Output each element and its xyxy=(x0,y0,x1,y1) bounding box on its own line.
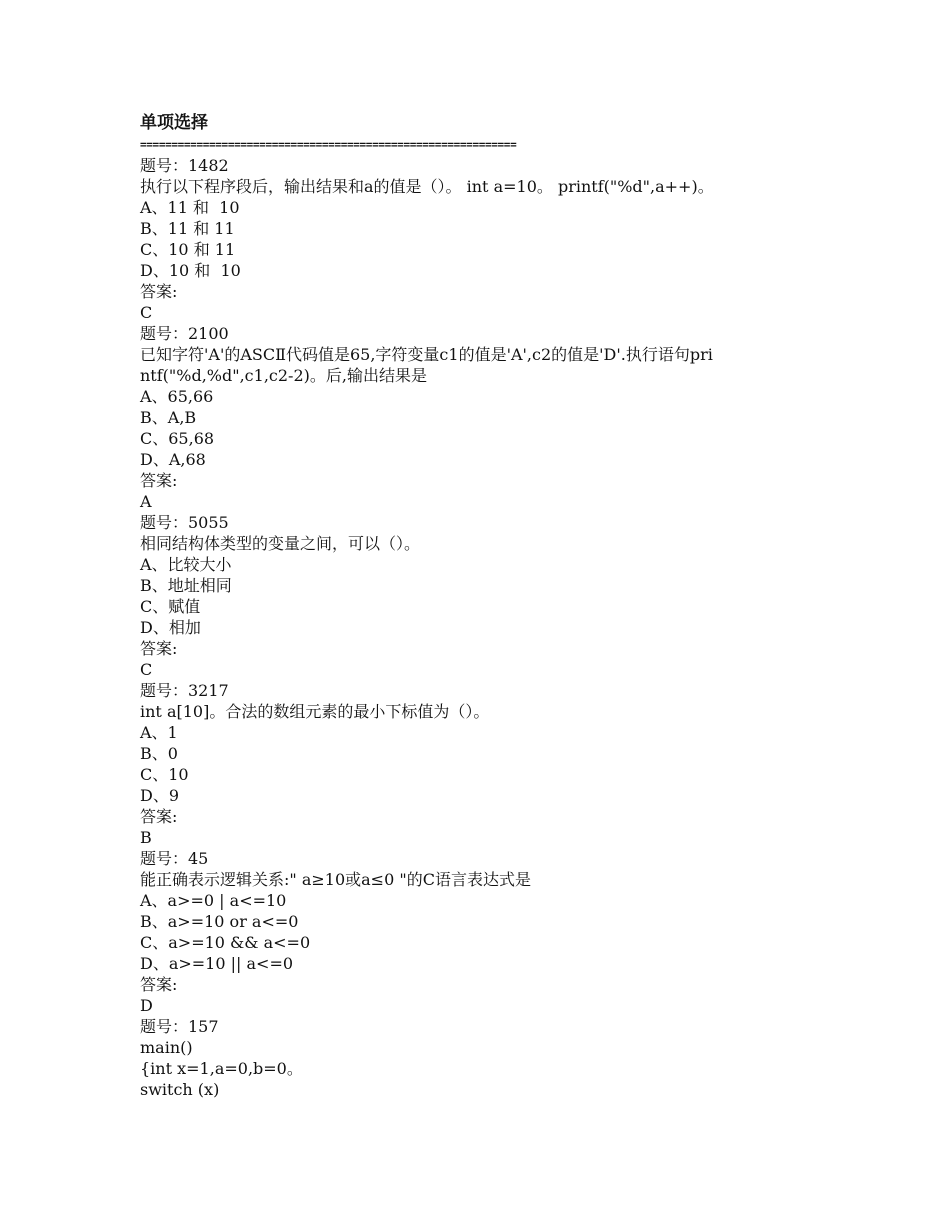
question-stem: 相同结构体类型的变量之间，可以（）。 xyxy=(140,534,421,553)
answer-option: A、a>=0 | a<=10 xyxy=(140,891,287,910)
question-number: 题号：5055 xyxy=(140,513,229,532)
question-stem: ntf("%d,%d",c1,c2-2)。后,输出结果是 xyxy=(140,366,427,385)
question-block xyxy=(140,323,820,512)
answer-value: D xyxy=(140,996,153,1015)
answer-option: B、地址相同 xyxy=(140,576,232,595)
answer-option: C、赋值 xyxy=(140,597,201,616)
question-block xyxy=(140,155,820,323)
question-number: 题号：157 xyxy=(140,1017,219,1036)
question-number: 题号：3217 xyxy=(140,681,229,700)
question-list xyxy=(140,155,820,1100)
section-title: 单项选择 xyxy=(140,113,208,133)
answer-option: D、a>=10 || a<=0 xyxy=(140,954,294,973)
answer-label: 答案: xyxy=(140,282,178,301)
question-block xyxy=(140,848,820,1016)
question-stem: switch (x) xyxy=(140,1080,220,1099)
question-stem: 执行以下程序段后，输出结果和a的值是（）。 int a=10。 printf("%d",a++)。 xyxy=(140,177,714,196)
answer-label: 答案: xyxy=(140,639,178,658)
question-stem: {int x=1,a=0,b=0。 xyxy=(140,1059,303,1078)
question-number: 题号：45 xyxy=(140,849,209,868)
answer-label: 答案: xyxy=(140,975,178,994)
answer-option: C、10 xyxy=(140,765,189,784)
answer-option: D、相加 xyxy=(140,618,201,637)
answer-option: C、a>=10 && a<=0 xyxy=(140,933,311,952)
answer-value: C xyxy=(140,303,153,322)
question-block xyxy=(140,680,820,848)
answer-value: A xyxy=(140,492,152,511)
answer-option: A、65,66 xyxy=(140,387,214,406)
answer-option: A、比较大小 xyxy=(140,555,232,574)
question-stem: main() xyxy=(140,1038,193,1057)
question-number: 题号：1482 xyxy=(140,156,229,175)
answer-option: D、A,68 xyxy=(140,450,206,469)
question-block xyxy=(140,512,820,680)
answer-option: B、11 和 11 xyxy=(140,219,235,238)
separator-rule: ============================================================ xyxy=(140,138,517,151)
answer-option: C、65,68 xyxy=(140,429,215,448)
answer-option: D、9 xyxy=(140,786,180,805)
answer-option: A、1 xyxy=(140,723,178,742)
question-stem: int a[10]。合法的数组元素的最小下标值为（）。 xyxy=(140,702,490,721)
answer-value: C xyxy=(140,660,153,679)
question-stem: 已知字符'A'的ASCⅡ代码值是65,字符变量c1的值是'A',c2的值是'D'.执行语句pri xyxy=(140,345,713,364)
question-number: 题号：2100 xyxy=(140,324,229,343)
answer-option: C、10 和 11 xyxy=(140,240,236,259)
answer-option: B、A,B xyxy=(140,408,197,427)
answer-label: 答案: xyxy=(140,471,178,490)
document-body xyxy=(140,112,820,1100)
answer-option: B、a>=10 or a<=0 xyxy=(140,912,299,931)
answer-option: D、10 和 10 xyxy=(140,261,241,280)
answer-label: 答案: xyxy=(140,807,178,826)
answer-value: B xyxy=(140,828,152,847)
answer-option: A、11 和 10 xyxy=(140,198,240,217)
answer-option: B、0 xyxy=(140,744,178,763)
question-block xyxy=(140,1016,820,1100)
question-stem: 能正确表示逻辑关系:" a≥10或a≤0 "的C语言表达式是 xyxy=(140,870,531,889)
